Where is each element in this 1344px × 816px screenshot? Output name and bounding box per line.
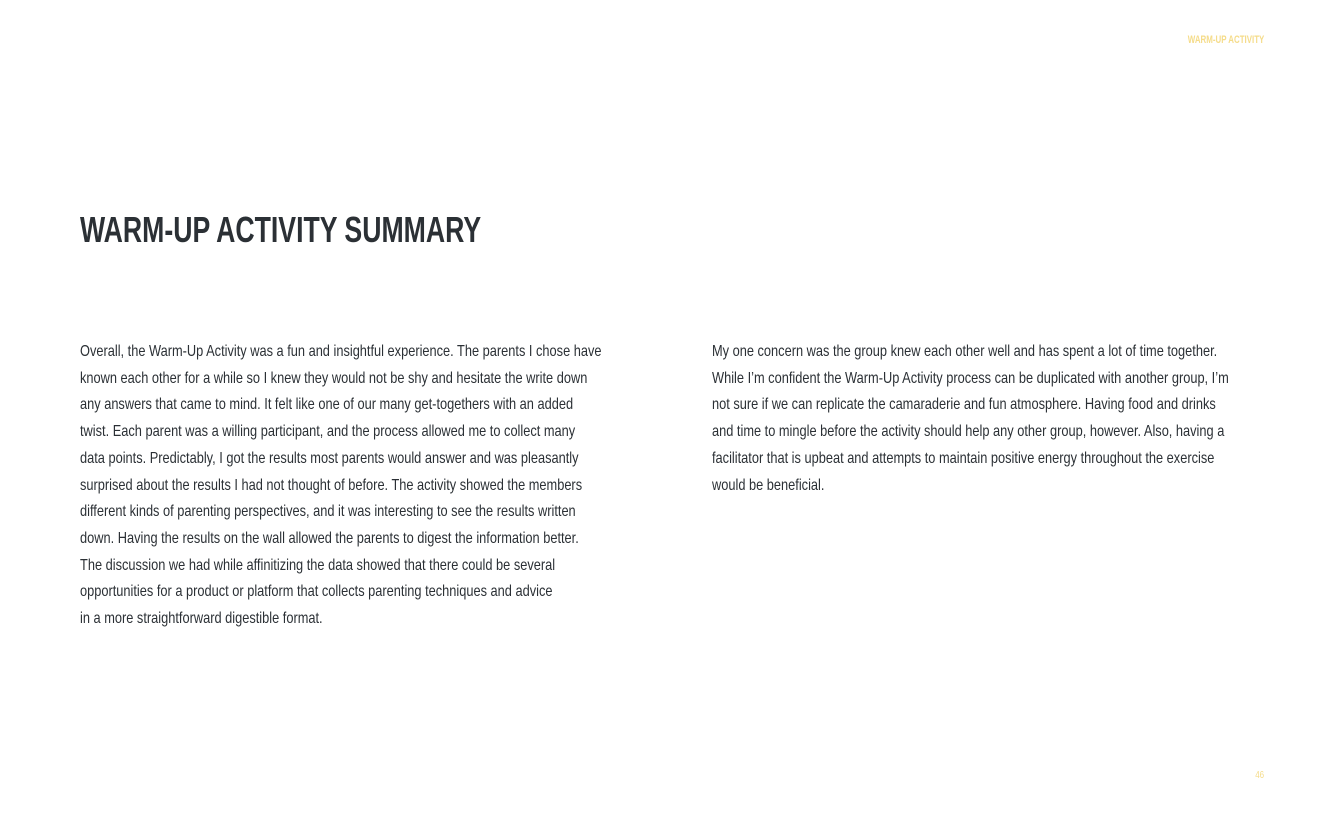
- running-header: WARM-UP ACTIVITY: [1187, 34, 1264, 46]
- paragraph-line: and time to mingle before the activity should help any other group, however. Also, having a: [712, 423, 1225, 441]
- page-title: WARM-UP ACTIVITY SUMMARY: [80, 209, 482, 250]
- page-number: 46: [1255, 770, 1264, 781]
- paragraph-line: surprised about the results I had not thought of before. The activity showed the members: [80, 476, 583, 494]
- summary-column-left: [80, 339, 640, 633]
- paragraph-line: opportunities for a product or platform that collects parenting techniques and advice: [80, 583, 553, 601]
- paragraph-line: While I’m confident the Warm-Up Activity process can be duplicated with another group, I’m: [712, 369, 1229, 387]
- paragraph-line: facilitator that is upbeat and attempts to maintain positive energy throughout the exercise: [712, 449, 1215, 467]
- paragraph-line: The discussion we had while affinitizing the data showed that there could be several: [80, 556, 556, 574]
- paragraph-line: not sure if we can replicate the camaraderie and fun atmosphere. Having food and drinks: [712, 396, 1216, 414]
- paragraph-line: twist. Each parent was a willing participant, and the process allowed me to collect many: [80, 423, 576, 441]
- paragraph-line: would be beneficial.: [712, 476, 825, 494]
- paragraph-line: any answers that came to mind. It felt like one of our many get-togethers with an added: [80, 396, 574, 414]
- summary-column-right: [712, 339, 1272, 499]
- paragraph-line: data points. Predictably, I got the results most parents would answer and was pleasantly: [80, 449, 579, 467]
- paragraph-line: different kinds of parenting perspectives, and it was interesting to see the results written: [80, 503, 576, 521]
- paragraph-line: known each other for a while so I knew they would not be shy and hesitate the write down: [80, 369, 588, 387]
- paragraph-line: down. Having the results on the wall allowed the parents to digest the information better.: [80, 529, 579, 547]
- paragraph-line: Overall, the Warm-Up Activity was a fun and insightful experience. The parents I chose have: [80, 343, 602, 360]
- paragraph-line: in a more straightforward digestible format.: [80, 610, 323, 628]
- paragraph-line: My one concern was the group knew each other well and has spent a lot of time together.: [712, 343, 1218, 360]
